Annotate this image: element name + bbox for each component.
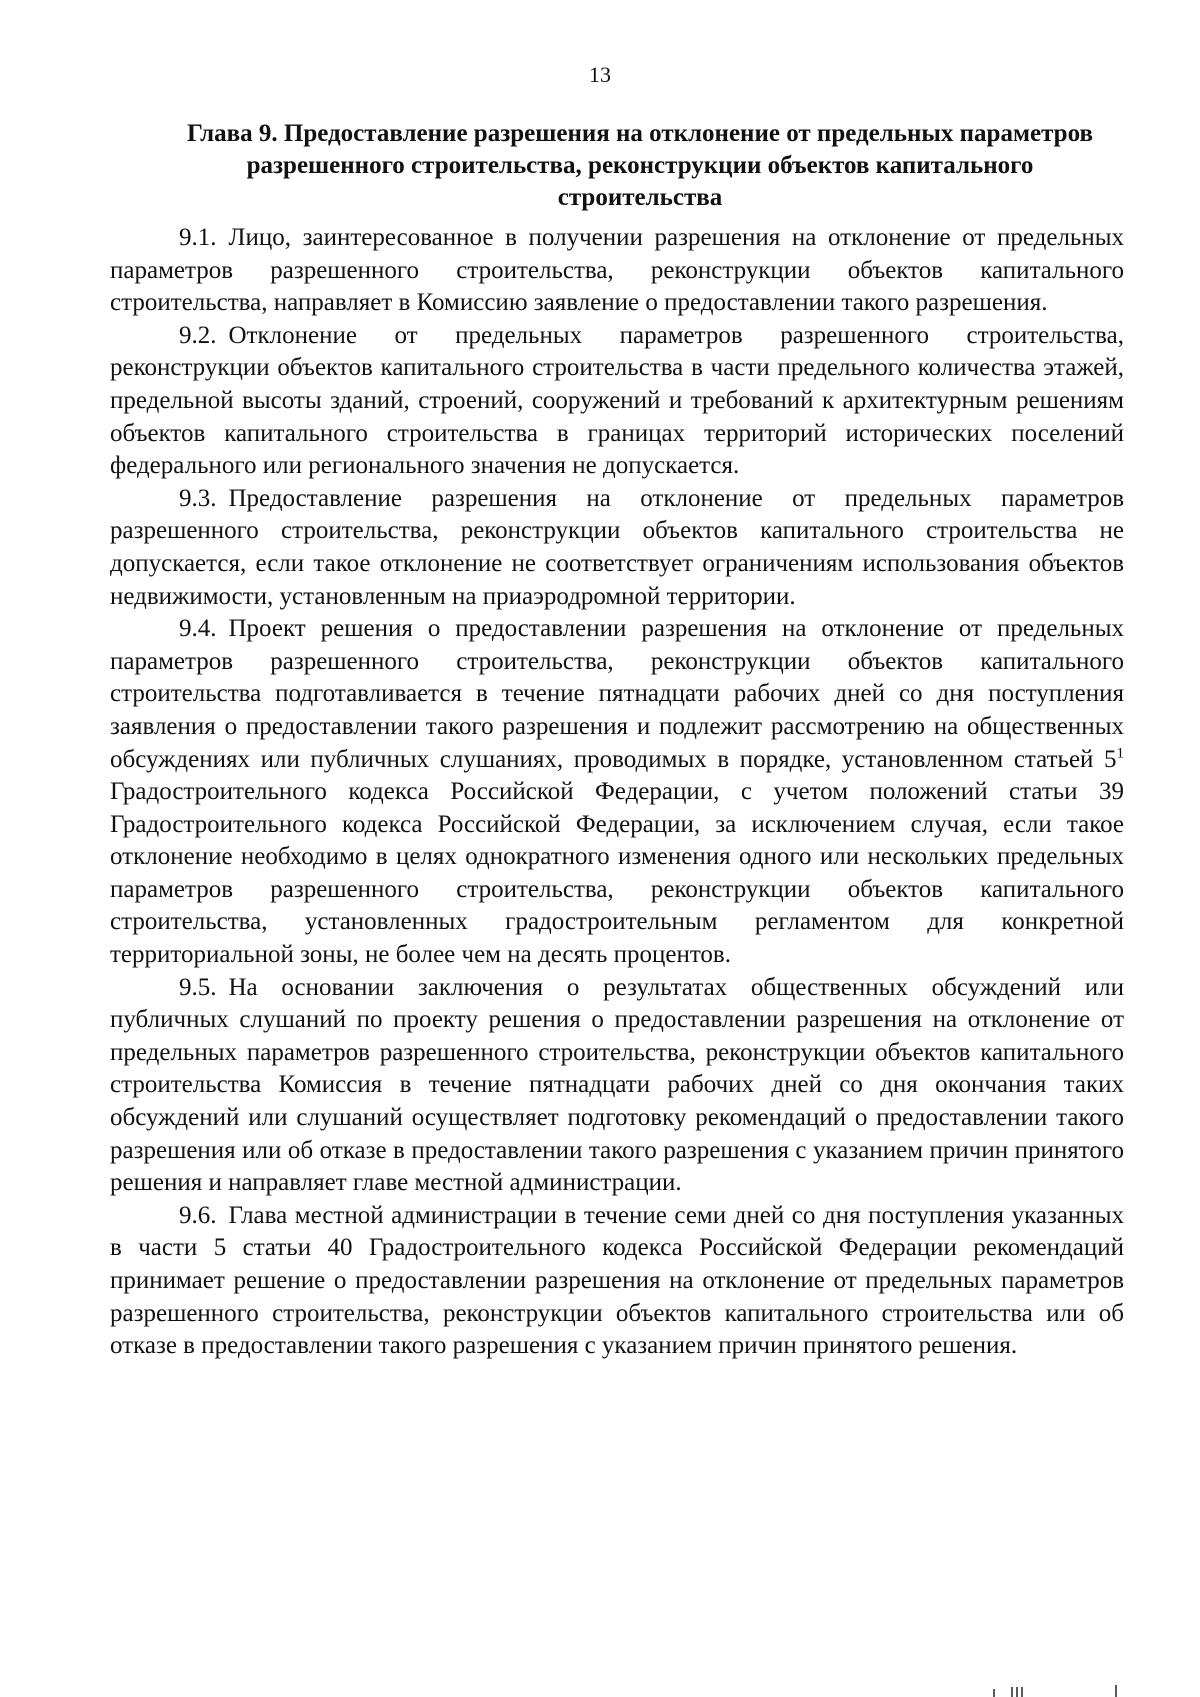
paragraph-number: 9.2. bbox=[179, 321, 217, 349]
paragraph-9-3 bbox=[110, 483, 1124, 613]
paragraph-9-1 bbox=[110, 222, 1124, 320]
paragraph-number: 9.1. bbox=[179, 224, 217, 251]
superscript-index: 1 bbox=[1116, 745, 1124, 762]
page-number: 13 bbox=[589, 62, 611, 87]
paragraph-text: Лицо, заинтересованное в получении разрешения на отклонение от предельных параметров разрешенного строительства, реконструкции объектов капитального строительства, направляет в Комиссию заявление о предоставлении такого разрешения. bbox=[110, 224, 1124, 317]
paragraph-number: 9.6. bbox=[179, 1201, 217, 1229]
paragraph-9-2 bbox=[110, 320, 1124, 483]
paragraph-9-6 bbox=[110, 1200, 1124, 1363]
paragraph-text: На основании заключения о результатах общественных обсуждений или публичных слушаний по проекту решения о предоставлении разрешения на отклонение от предельных параметров разрешенного строительства, реконструкции объектов капитального строительства Комиссия в течение пятнадцати рабочих дней со дня окончания таких обсуждений или слушаний осуществляет подготовку рекомендаций о предоставлении такого разрешения или об отказе в предоставлении такого разрешения с указанием причин принятого решения и направляет главе местной администрации. bbox=[110, 973, 1124, 1197]
scan-marks-decoration bbox=[990, 1683, 1120, 1697]
paragraph-number: 9.4. bbox=[179, 615, 217, 643]
paragraph-text: Отклонение от предельных параметров разрешенного строительства, реконструкции объектов капитального строительства в части предельного количества этажей, предельной высоты зданий, строений, сооружений и требований к архитектурным решениям объектов капитального строительства в границах территорий исторических поселений федерального или регионального значения не допускается. bbox=[110, 321, 1124, 480]
paragraph-text: Глава местной администрации в течение семи дней со дня поступления указанных в части 5 статьи 40 Градостроительного кодекса Российской Федерации рекомендаций принимает решение о предоставлении разрешения на отклонение от предельных параметров разрешенного строительства, реконструкции объектов капитального строительства или об отказе в предоставлении такого разрешения с указанием причин принятого решения. bbox=[110, 1201, 1124, 1360]
paragraph-text: Проект решения о предоставлении разрешения на отклонение от предельных параметров разрешенного строительства, реконструкции объектов капитального строительства подготавливается в течение пятнадцати рабочих дней со дня поступления заявления о предоставлении такого разрешения и подлежит рассмотрению на общественных обсуждениях или публичных слушаниях, проводимых в порядке, установленном статьей 5 bbox=[110, 615, 1124, 773]
paragraph-9-5 bbox=[110, 972, 1124, 1200]
paragraph-number: 9.3. bbox=[179, 484, 217, 512]
paragraph-number: 9.5. bbox=[179, 973, 217, 1001]
chapter-title: Глава 9. Предоставление разрешения на отклонение от предельных параметров разрешенного строительства, реконструкции объектов капитального строительства bbox=[187, 120, 1093, 211]
paragraph-text-continued: Градостроительного кодекса Российской Федерации, с учетом положений статьи 39 Градостроительного кодекса Российской Федерации, за исключением случая, если такое отклонение необходимо в целях однократного изменения одного или нескольких предельных параметров разрешенного строительства, реконструкции объектов капитального строительства, установленных градостроительным регламентом для конкретной территориальной зоны, не более чем на десять процентов. bbox=[110, 778, 1124, 969]
paragraph-text: Предоставление разрешения на отклонение от предельных параметров разрешенного строительства, реконструкции объектов капитального строительства не допускается, если такое отклонение не соответствует ограничениям использования объектов недвижимости, установленным на приаэродромной территории. bbox=[110, 484, 1124, 610]
paragraph-9-4 bbox=[110, 613, 1124, 972]
chapter-body bbox=[110, 222, 1124, 1363]
